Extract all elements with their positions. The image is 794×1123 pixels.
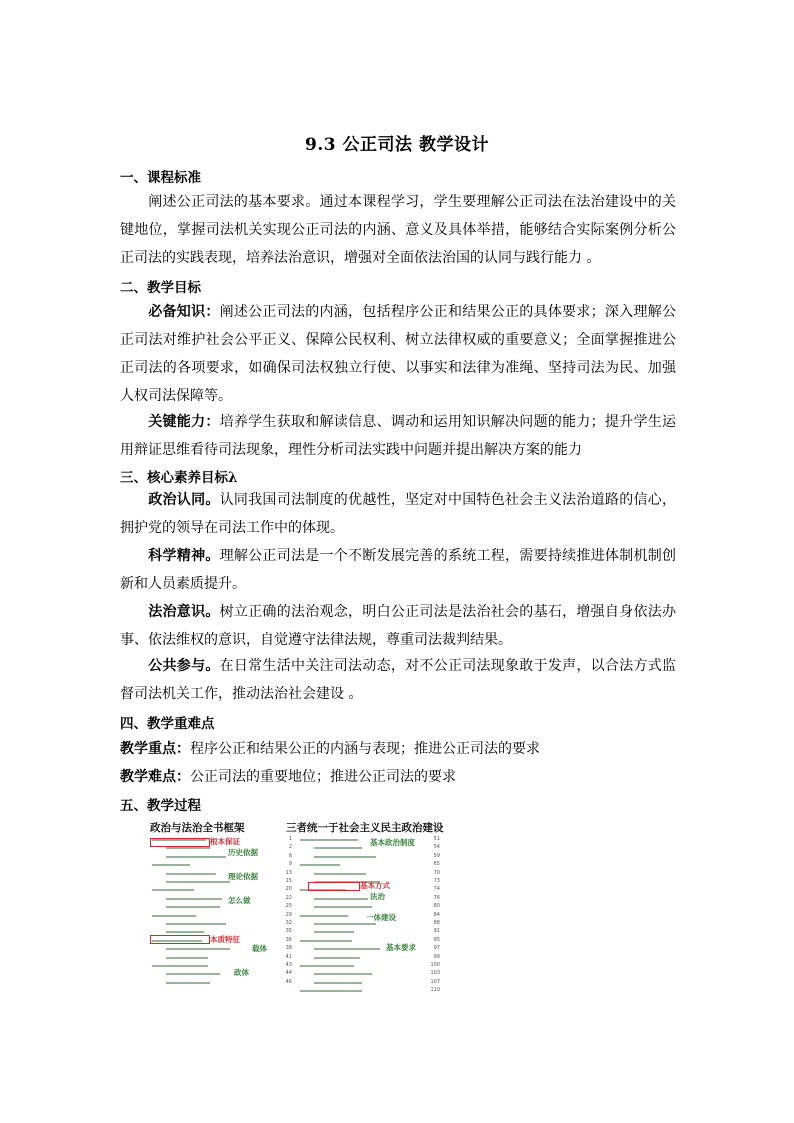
paragraph-public-participation	[120, 652, 676, 708]
paragraph-key-ability	[120, 408, 676, 464]
scientific-spirit-text: 理解公正司法是一个不断发展完善的系统工程，需要持续推进体制机制创新和人员素质提升。	[120, 548, 677, 592]
toc-row	[150, 895, 294, 903]
toc-row-text-placeholder	[166, 881, 230, 883]
paragraph-scientific-spirit	[120, 542, 676, 598]
document-title: 9.3 公正司法 教学设计	[305, 135, 489, 155]
toc-page-number: 13	[285, 869, 292, 876]
figure-left-caption: 政治与法治全书框架	[150, 822, 245, 834]
toc-page-number: 43	[285, 962, 292, 968]
toc-page-number: 38	[285, 945, 292, 952]
toc-row	[298, 870, 442, 878]
toc-row	[298, 962, 442, 970]
figure-tag: 基本政治制度	[370, 838, 415, 847]
toc-row	[150, 954, 294, 962]
heading-key-difficult-points: 四、教学重难点	[120, 716, 215, 732]
figure-tag: 根本保证	[210, 837, 240, 846]
toc-row-text-placeholder	[166, 873, 216, 875]
essential-knowledge-text: 阐述公正司法的内涵，包括程序公正和结果公正的具体要求；深入理解公正司法对维护社会公平正义、保障公民权利、树立法律权威的重要意义；全面掌握推进公正司法的各项要求，如确保司法权独立行使、以事实和法律为准绳、坚持司法为民、加强人权司法保障等。	[120, 304, 677, 404]
paragraph-essential-knowledge	[120, 298, 676, 410]
figure-tag: 一体建设	[366, 913, 396, 922]
toc-page-number: 2	[288, 844, 292, 851]
toc-page-number: 9	[288, 861, 292, 868]
figure-tag: 本质特征	[210, 935, 240, 944]
toc-row	[298, 903, 442, 911]
toc-row	[150, 920, 294, 928]
toc-row-text-placeholder	[314, 973, 372, 975]
public-participation-text: 在日常生活中关注司法动态，对不公正司法现象敢于发声，以合法方式监督司法机关工作，推动法治社会建设 。	[120, 658, 677, 702]
toc-page-number: 25	[285, 903, 292, 910]
toc-page-number: 46	[285, 978, 292, 985]
paragraph-curriculum-standard	[120, 188, 676, 272]
toc-row-text-placeholder	[314, 948, 380, 950]
toc-row-text-placeholder	[314, 906, 372, 908]
toc-page-number: 59	[433, 852, 440, 859]
toc-page-number: 76	[433, 894, 440, 901]
heading-curriculum-standard: 一、课程标准	[120, 170, 201, 186]
toc-row	[150, 912, 294, 920]
heading-core-literacy: 三、核心素养目标λ	[120, 470, 238, 486]
toc-row	[150, 861, 294, 869]
figure-right-caption: 三者统一于社会主义民主政治建设	[286, 822, 444, 834]
essential-knowledge-label: 必备知识：	[148, 304, 220, 320]
toc-row-text-placeholder	[314, 957, 360, 959]
toc-page-number: 32	[285, 920, 292, 926]
toc-page-number: 51	[433, 836, 440, 842]
toc-page-number: 73	[433, 878, 440, 884]
toc-row-text-placeholder	[300, 965, 354, 967]
toc-row-text-placeholder	[314, 873, 366, 875]
toc-row	[298, 970, 442, 978]
toc-row-text-placeholder	[314, 856, 376, 858]
toc-row	[150, 878, 294, 886]
toc-row-text-placeholder	[300, 990, 362, 992]
heading-teaching-objectives: 二、教学目标	[120, 280, 201, 296]
figure-tag: 怎么做	[228, 896, 251, 905]
figure-tag: 基本方式	[360, 881, 390, 890]
toc-row-text-placeholder	[166, 982, 210, 984]
toc-page-number: 1	[288, 836, 292, 842]
toc-page-number: 29	[285, 911, 292, 918]
left-highlight-box-bottom	[150, 935, 210, 944]
toc-page-number: 103	[430, 970, 440, 977]
toc-row	[150, 903, 294, 911]
rule-of-law-awareness-label: 法治意识。	[148, 604, 220, 620]
toc-page-number: 36	[285, 936, 292, 943]
toc-row	[298, 928, 442, 936]
toc-page-number: 95	[433, 936, 440, 943]
toc-row	[150, 853, 294, 861]
key-ability-label: 关键能力：	[148, 414, 220, 430]
toc-row-text-placeholder	[314, 847, 362, 849]
toc-row	[150, 970, 294, 978]
figure-tag: 载体	[252, 944, 267, 953]
toc-row	[298, 937, 442, 945]
toc-row-text-placeholder	[314, 982, 362, 984]
toc-row-text-placeholder	[152, 864, 190, 866]
figure-tag: 政体	[234, 968, 249, 977]
figure-tag: 法治	[370, 892, 385, 901]
toc-row	[150, 962, 294, 970]
key-ability-text: 培养学生获取和解读信息、调动和运用知识解决问题的能力；提升学生运用辩证思维看待司法现象，理性分析司法实践中问题并提出解决方案的能力	[120, 414, 677, 458]
toc-row-text-placeholder	[166, 847, 210, 849]
toc-page-number: 6	[288, 852, 292, 859]
toc-row-text-placeholder	[166, 973, 220, 975]
toc-page-number: 70	[433, 869, 440, 876]
toc-page-number: 54	[433, 844, 440, 851]
toc-page-number: 41	[285, 953, 292, 960]
book-framework-figure	[148, 818, 444, 994]
toc-row-text-placeholder	[300, 839, 358, 841]
figure-left-toc	[150, 836, 294, 992]
toc-page-number: 74	[433, 886, 440, 893]
toc-row	[298, 853, 442, 861]
paragraph-political-identity	[120, 486, 676, 542]
toc-page-number: 99	[433, 953, 440, 960]
toc-page-number: 80	[433, 903, 440, 910]
political-identity-text: 认同我国司法制度的优越性，坚定对中国特色社会主义法治道路的信心，拥护党的领导在司法工作中的体现。	[120, 492, 677, 536]
toc-page-number: 88	[433, 920, 440, 926]
toc-page-number: 97	[433, 945, 440, 952]
toc-page-number: 110	[430, 987, 440, 994]
figure-tag: 历史依据	[228, 848, 258, 857]
toc-page-number: 35	[285, 928, 292, 935]
left-highlight-box-top	[150, 838, 210, 847]
toc-row	[150, 870, 294, 878]
public-participation-label: 公共参与。	[148, 658, 220, 674]
toc-row	[298, 987, 442, 994]
toc-row-text-placeholder	[152, 965, 208, 967]
toc-row-text-placeholder	[314, 898, 368, 900]
toc-row-text-placeholder	[300, 915, 348, 917]
figure-tag: 基本要求	[386, 943, 416, 952]
toc-row	[298, 954, 442, 962]
curriculum-standard-text: 阐述公正司法的基本要求。通过本课程学习，学生要理解公正司法在法治建设中的关键地位，掌握司法机关实现公正司法的内涵、意义及具体举措，能够结合实际案例分析公正司法的实践表现，培养法治意识，增强对全面依法治国的认同与践行能力 。	[120, 194, 676, 266]
toc-row-text-placeholder	[166, 906, 220, 908]
toc-row-text-placeholder	[166, 957, 208, 959]
toc-row-text-placeholder	[314, 923, 376, 925]
toc-row-text-placeholder	[152, 915, 196, 917]
right-highlight-box	[308, 882, 360, 891]
teaching-difficult-point-text: 公正司法的重要地位；推进公正司法的要求	[190, 769, 456, 785]
toc-page-number: 22	[285, 894, 292, 901]
toc-page-number: 91	[433, 928, 440, 935]
teaching-key-point-label: 教学重点：	[120, 741, 190, 757]
toc-page-number: 65	[433, 861, 440, 868]
toc-row	[150, 979, 294, 987]
toc-page-number: 44	[285, 970, 292, 977]
toc-page-number: 20	[285, 886, 292, 893]
toc-page-number: 107	[430, 978, 440, 985]
heading-teaching-process: 五、教学过程	[120, 798, 201, 814]
toc-row-text-placeholder	[166, 948, 230, 950]
toc-row	[298, 979, 442, 987]
toc-page-number: 15	[285, 878, 292, 884]
paragraph-rule-of-law-awareness	[120, 598, 676, 654]
toc-row-text-placeholder	[166, 923, 226, 925]
toc-row-text-placeholder	[314, 931, 354, 933]
toc-row	[150, 886, 294, 894]
teaching-key-point-text: 程序公正和结果公正的内涵与表现；推进公正司法的要求	[190, 741, 540, 757]
toc-row-text-placeholder	[166, 931, 204, 933]
toc-row-text-placeholder	[166, 856, 226, 858]
toc-row	[298, 861, 442, 869]
toc-row	[150, 945, 294, 953]
figure-tag: 理论依据	[228, 872, 258, 881]
toc-row-text-placeholder	[166, 898, 222, 900]
rule-of-law-awareness-text: 树立正确的法治观念，明白公正司法是法治社会的基石，增强自身依法办事、依法维权的意识，自觉遵守法律法规，尊重司法裁判结果。	[120, 604, 677, 648]
teaching-key-point-line	[120, 738, 540, 758]
teaching-difficult-point-label: 教学难点：	[120, 769, 190, 785]
teaching-difficult-point-line	[120, 766, 456, 786]
toc-row-text-placeholder	[300, 864, 340, 866]
scientific-spirit-label: 科学精神。	[148, 548, 220, 564]
toc-row	[298, 945, 442, 953]
toc-page-number: 84	[433, 911, 440, 918]
toc-page-number: 100	[430, 962, 440, 968]
toc-row-text-placeholder	[300, 940, 352, 942]
political-identity-label: 政治认同。	[148, 492, 220, 508]
toc-row-text-placeholder	[152, 889, 194, 891]
